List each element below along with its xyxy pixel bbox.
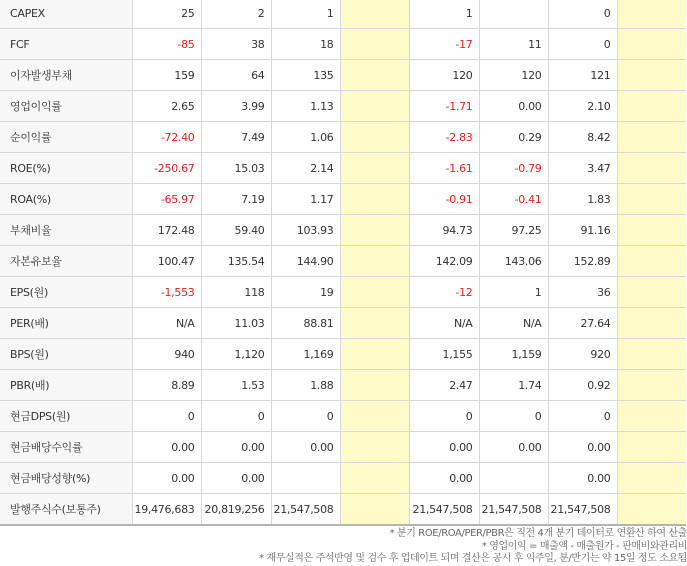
table-row <box>0 122 686 153</box>
table-row <box>0 494 686 526</box>
table-cell: -0.41 <box>479 184 548 215</box>
table-cell: 1 <box>479 277 548 308</box>
table-cell: 135.54 <box>201 246 271 277</box>
table-cell <box>479 0 548 29</box>
table-row <box>0 463 686 494</box>
table-cell: 1.17 <box>271 184 340 215</box>
row-label: ROE(%) <box>0 153 132 184</box>
table-cell <box>340 308 409 339</box>
table-cell: 142.09 <box>409 246 479 277</box>
row-label: 영업이익률 <box>0 91 132 122</box>
table-cell <box>617 246 686 277</box>
table-cell <box>617 277 686 308</box>
row-label: 순이익률 <box>0 122 132 153</box>
table-cell: -0.79 <box>479 153 548 184</box>
row-label: 발행주식수(보통주) <box>0 494 132 526</box>
table-cell: 0 <box>548 0 617 29</box>
table-cell: 120 <box>409 60 479 91</box>
table-cell: 135 <box>271 60 340 91</box>
table-cell: 21,547,508 <box>271 494 340 526</box>
table-cell: 0.00 <box>479 432 548 463</box>
table-cell: 118 <box>201 277 271 308</box>
table-cell: 21,547,508 <box>548 494 617 526</box>
table-cell: 1.83 <box>548 184 617 215</box>
table-row <box>0 184 686 215</box>
table-cell: -2.83 <box>409 122 479 153</box>
table-cell: 7.49 <box>201 122 271 153</box>
row-label: 자본유보율 <box>0 246 132 277</box>
table-cell: 103.93 <box>271 215 340 246</box>
table-cell: 172.48 <box>132 215 201 246</box>
table-row <box>0 432 686 463</box>
table-cell <box>340 277 409 308</box>
table-cell: -1.61 <box>409 153 479 184</box>
table-cell: 1,159 <box>479 339 548 370</box>
table-row <box>0 0 686 29</box>
table-cell <box>340 494 409 526</box>
table-cell <box>617 91 686 122</box>
table-cell: 144.90 <box>271 246 340 277</box>
table-cell: 0 <box>132 401 201 432</box>
table-cell: 11.03 <box>201 308 271 339</box>
table-cell: 0.00 <box>479 91 548 122</box>
table-cell <box>340 463 409 494</box>
table-cell: 159 <box>132 60 201 91</box>
row-label: FCF <box>0 29 132 60</box>
table-cell: 1,155 <box>409 339 479 370</box>
table-row <box>0 60 686 91</box>
footnote-update-schedule: * 재무실적은 주석반영 및 검수 후 업데이트 되며 결산은 공시 후 익주일, 분/반기는 약 15일 정도 소요됨 <box>259 553 687 564</box>
table-cell <box>617 29 686 60</box>
table-cell <box>340 29 409 60</box>
table-cell: -65.97 <box>132 184 201 215</box>
table-cell: 59.40 <box>201 215 271 246</box>
table-cell: 143.06 <box>479 246 548 277</box>
table-cell: 1.13 <box>271 91 340 122</box>
table-cell: 2.47 <box>409 370 479 401</box>
table-cell <box>340 432 409 463</box>
table-cell <box>340 370 409 401</box>
row-label: 현금배당수익률 <box>0 432 132 463</box>
table-cell: N/A <box>409 308 479 339</box>
table-row <box>0 153 686 184</box>
table-cell: 20,819,256 <box>201 494 271 526</box>
table-row <box>0 277 686 308</box>
table-cell: 2.14 <box>271 153 340 184</box>
table-cell <box>617 463 686 494</box>
table-cell <box>617 184 686 215</box>
table-cell: -250.67 <box>132 153 201 184</box>
table-cell: 0.00 <box>409 463 479 494</box>
table-cell: -1,553 <box>132 277 201 308</box>
table-row <box>0 215 686 246</box>
table-cell: 1,120 <box>201 339 271 370</box>
table-cell: 0.00 <box>201 463 271 494</box>
row-label: PER(배) <box>0 308 132 339</box>
table-cell: 3.99 <box>201 91 271 122</box>
table-cell: N/A <box>132 308 201 339</box>
table-cell: 0.29 <box>479 122 548 153</box>
table-cell <box>617 494 686 526</box>
table-cell: 1,169 <box>271 339 340 370</box>
table-cell: 0.00 <box>548 432 617 463</box>
table-cell <box>479 463 548 494</box>
table-cell: 1.88 <box>271 370 340 401</box>
table-cell <box>340 122 409 153</box>
table-cell: -0.91 <box>409 184 479 215</box>
table-cell <box>340 60 409 91</box>
table-cell <box>617 339 686 370</box>
footnote-annualized: * 분기 ROE/ROA/PER/PBR은 직전 4개 분기 데이터로 연환산 하여 산출 <box>389 528 687 539</box>
table-cell <box>340 0 409 29</box>
table-cell: 0.00 <box>132 432 201 463</box>
table-cell: 0 <box>548 401 617 432</box>
table-cell: 0 <box>479 401 548 432</box>
table-cell <box>617 370 686 401</box>
table-cell: -85 <box>132 29 201 60</box>
table-cell: 91.16 <box>548 215 617 246</box>
table-cell: 8.42 <box>548 122 617 153</box>
table-cell: 0.00 <box>409 432 479 463</box>
table-cell: 0.00 <box>201 432 271 463</box>
table-row <box>0 246 686 277</box>
table-cell <box>340 153 409 184</box>
table-cell: 97.25 <box>479 215 548 246</box>
table-row <box>0 29 686 60</box>
footnotes <box>0 528 687 566</box>
table-cell: 940 <box>132 339 201 370</box>
table-cell: 0 <box>271 401 340 432</box>
table-cell: 18 <box>271 29 340 60</box>
table-cell: 0.92 <box>548 370 617 401</box>
table-cell: 1 <box>271 0 340 29</box>
table-cell: 27.64 <box>548 308 617 339</box>
table-cell: 0 <box>201 401 271 432</box>
table-cell: -17 <box>409 29 479 60</box>
table-cell <box>340 184 409 215</box>
table-cell: 1.74 <box>479 370 548 401</box>
table-cell: 15.03 <box>201 153 271 184</box>
table-cell <box>617 308 686 339</box>
table-cell: 7.19 <box>201 184 271 215</box>
table-cell <box>340 401 409 432</box>
table-cell: 36 <box>548 277 617 308</box>
table-cell <box>617 215 686 246</box>
table-cell <box>617 153 686 184</box>
table-cell <box>340 215 409 246</box>
row-label: 현금배당성향(%) <box>0 463 132 494</box>
row-label: BPS(원) <box>0 339 132 370</box>
table-cell: 120 <box>479 60 548 91</box>
table-cell: 19 <box>271 277 340 308</box>
table-cell: 2.10 <box>548 91 617 122</box>
table-cell: 25 <box>132 0 201 29</box>
table-row <box>0 401 686 432</box>
row-label: 현금DPS(원) <box>0 401 132 432</box>
table-cell: 1 <box>409 0 479 29</box>
table-cell: 100.47 <box>132 246 201 277</box>
table-cell: 2 <box>201 0 271 29</box>
table-cell: 21,547,508 <box>479 494 548 526</box>
row-label: 부채비율 <box>0 215 132 246</box>
table-cell <box>617 401 686 432</box>
table-cell: N/A <box>479 308 548 339</box>
table-cell: 38 <box>201 29 271 60</box>
table-cell: 64 <box>201 60 271 91</box>
table-cell: 88.81 <box>271 308 340 339</box>
table-cell: -12 <box>409 277 479 308</box>
table-cell <box>617 0 686 29</box>
table-cell <box>340 246 409 277</box>
table-cell <box>617 432 686 463</box>
table-cell: 0 <box>548 29 617 60</box>
table-row <box>0 370 686 401</box>
table-cell: 152.89 <box>548 246 617 277</box>
row-label: EPS(원) <box>0 277 132 308</box>
footnote-operating-profit: * 영업이익 = 매출액 - 매출원가 - 판매비와관리비 <box>481 540 687 552</box>
table-cell: 1.53 <box>201 370 271 401</box>
table-cell: 0.00 <box>132 463 201 494</box>
table-row <box>0 91 686 122</box>
table-cell: 2.65 <box>132 91 201 122</box>
table-cell: -1.71 <box>409 91 479 122</box>
table-cell: 11 <box>479 29 548 60</box>
table-cell: 0 <box>409 401 479 432</box>
table-cell: 19,476,683 <box>132 494 201 526</box>
row-label: ROA(%) <box>0 184 132 215</box>
table-cell <box>340 91 409 122</box>
table-cell: -72.40 <box>132 122 201 153</box>
table-cell: 121 <box>548 60 617 91</box>
table-cell <box>617 60 686 91</box>
row-label: PBR(배) <box>0 370 132 401</box>
table-cell: 0.00 <box>271 432 340 463</box>
table-cell: 8.89 <box>132 370 201 401</box>
table-cell <box>271 463 340 494</box>
table-row <box>0 339 686 370</box>
table-row <box>0 308 686 339</box>
table-cell: 1.06 <box>271 122 340 153</box>
table-cell <box>617 122 686 153</box>
table-cell <box>340 339 409 370</box>
table-cell: 21,547,508 <box>409 494 479 526</box>
table-cell: 94.73 <box>409 215 479 246</box>
row-label: CAPEX <box>0 0 132 29</box>
row-label: 이자발생부채 <box>0 60 132 91</box>
table-cell: 0.00 <box>548 463 617 494</box>
table-cell: 3.47 <box>548 153 617 184</box>
table-cell: 920 <box>548 339 617 370</box>
